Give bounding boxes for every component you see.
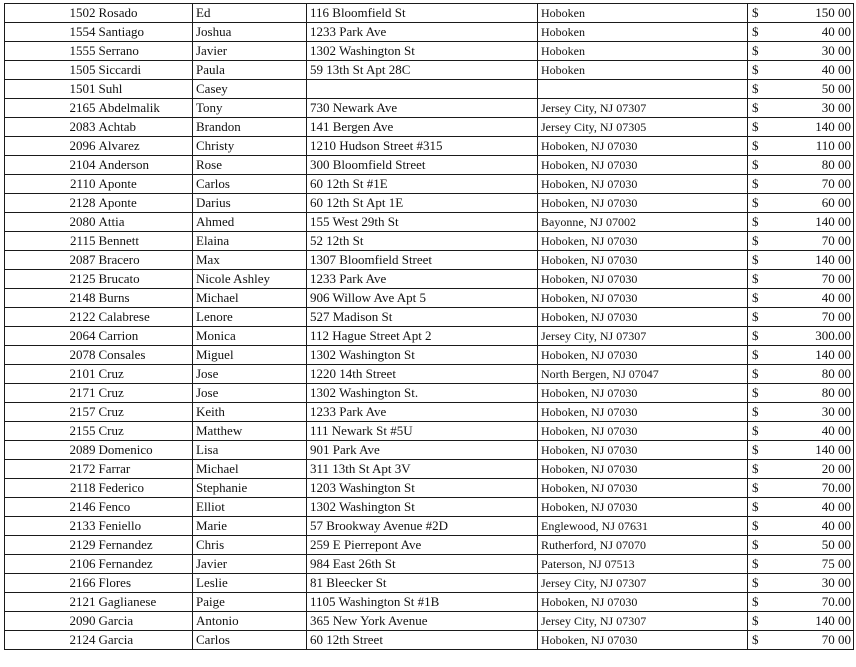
record-id-cell: 2101 bbox=[5, 365, 97, 384]
last-name-cell: Feniello bbox=[97, 517, 193, 536]
first-name-cell: Javier bbox=[193, 42, 307, 61]
table-row bbox=[5, 593, 854, 612]
currency-cell: $ bbox=[748, 422, 778, 441]
table-row bbox=[5, 289, 854, 308]
record-id-cell: 2157 bbox=[5, 403, 97, 422]
currency-cell: $ bbox=[748, 517, 778, 536]
table-row bbox=[5, 42, 854, 61]
amount-cell: 40 00 bbox=[778, 498, 854, 517]
first-name-cell: Brandon bbox=[193, 118, 307, 137]
amount-cell: 140 00 bbox=[778, 612, 854, 631]
first-name-cell: Monica bbox=[193, 327, 307, 346]
currency-cell: $ bbox=[748, 460, 778, 479]
currency-cell: $ bbox=[748, 42, 778, 61]
record-id-cell: 2146 bbox=[5, 498, 97, 517]
last-name-cell: Carrion bbox=[97, 327, 193, 346]
last-name-cell: Abdelmalik bbox=[97, 99, 193, 118]
table-row bbox=[5, 99, 854, 118]
amount-cell: 80 00 bbox=[778, 156, 854, 175]
first-name-cell: Elaina bbox=[193, 232, 307, 251]
table-row bbox=[5, 365, 854, 384]
record-id-cell: 2089 bbox=[5, 441, 97, 460]
city-cell: Hoboken, NJ 07030 bbox=[538, 441, 748, 460]
currency-cell: $ bbox=[748, 631, 778, 650]
first-name-cell: Ed bbox=[193, 4, 307, 23]
last-name-cell: Siccardi bbox=[97, 61, 193, 80]
first-name-cell: Miguel bbox=[193, 346, 307, 365]
table-row bbox=[5, 213, 854, 232]
record-id-cell: 2090 bbox=[5, 612, 97, 631]
amount-cell: 80 00 bbox=[778, 384, 854, 403]
last-name-cell: Consales bbox=[97, 346, 193, 365]
first-name-cell: Marie bbox=[193, 517, 307, 536]
first-name-cell: Jose bbox=[193, 365, 307, 384]
currency-cell: $ bbox=[748, 23, 778, 42]
address-cell: 259 E Pierrepont Ave bbox=[307, 536, 538, 555]
city-cell: Hoboken, NJ 07030 bbox=[538, 384, 748, 403]
currency-cell: $ bbox=[748, 574, 778, 593]
address-cell: 60 12th St Apt 1E bbox=[307, 194, 538, 213]
record-id-cell: 1502 bbox=[5, 4, 97, 23]
first-name-cell: Lisa bbox=[193, 441, 307, 460]
address-cell: 141 Bergen Ave bbox=[307, 118, 538, 137]
last-name-cell: Cruz bbox=[97, 365, 193, 384]
address-cell: 60 12th Street bbox=[307, 631, 538, 650]
amount-cell: 40 00 bbox=[778, 289, 854, 308]
city-cell: Hoboken, NJ 07030 bbox=[538, 460, 748, 479]
currency-cell: $ bbox=[748, 194, 778, 213]
currency-cell: $ bbox=[748, 289, 778, 308]
amount-cell: 30 00 bbox=[778, 574, 854, 593]
currency-cell: $ bbox=[748, 213, 778, 232]
amount-cell: 40 00 bbox=[778, 23, 854, 42]
last-name-cell: Alvarez bbox=[97, 137, 193, 156]
address-cell: 59 13th St Apt 28C bbox=[307, 61, 538, 80]
last-name-cell: Aponte bbox=[97, 175, 193, 194]
record-id-cell: 2148 bbox=[5, 289, 97, 308]
record-id-cell: 1501 bbox=[5, 80, 97, 99]
address-cell: 906 Willow Ave Apt 5 bbox=[307, 289, 538, 308]
city-cell: Jersey City, NJ 07307 bbox=[538, 99, 748, 118]
address-cell: 1307 Bloomfield Street bbox=[307, 251, 538, 270]
record-id-cell: 2118 bbox=[5, 479, 97, 498]
city-cell: Hoboken, NJ 07030 bbox=[538, 403, 748, 422]
currency-cell: $ bbox=[748, 4, 778, 23]
city-cell: Hoboken, NJ 07030 bbox=[538, 137, 748, 156]
currency-cell: $ bbox=[748, 479, 778, 498]
record-id-cell: 2121 bbox=[5, 593, 97, 612]
address-cell: 1302 Washington St bbox=[307, 42, 538, 61]
city-cell: Hoboken, NJ 07030 bbox=[538, 251, 748, 270]
record-id-cell: 2171 bbox=[5, 384, 97, 403]
record-id-cell: 2110 bbox=[5, 175, 97, 194]
table-row bbox=[5, 422, 854, 441]
address-cell: 1210 Hudson Street #315 bbox=[307, 137, 538, 156]
amount-cell: 140 00 bbox=[778, 118, 854, 137]
record-id-cell: 2080 bbox=[5, 213, 97, 232]
last-name-cell: Bennett bbox=[97, 232, 193, 251]
amount-cell: 140 00 bbox=[778, 441, 854, 460]
currency-cell: $ bbox=[748, 346, 778, 365]
address-cell: 1233 Park Ave bbox=[307, 403, 538, 422]
city-cell: Hoboken, NJ 07030 bbox=[538, 270, 748, 289]
last-name-cell: Federico bbox=[97, 479, 193, 498]
last-name-cell: Garcia bbox=[97, 631, 193, 650]
address-cell: 1302 Washington St bbox=[307, 498, 538, 517]
table-row bbox=[5, 61, 854, 80]
table-row bbox=[5, 403, 854, 422]
table-row bbox=[5, 232, 854, 251]
first-name-cell: Nicole Ashley bbox=[193, 270, 307, 289]
city-cell: Hoboken, NJ 07030 bbox=[538, 479, 748, 498]
record-id-cell: 2124 bbox=[5, 631, 97, 650]
address-cell: 311 13th St Apt 3V bbox=[307, 460, 538, 479]
currency-cell: $ bbox=[748, 61, 778, 80]
city-cell: Jersey City, NJ 07307 bbox=[538, 574, 748, 593]
last-name-cell: Domenico bbox=[97, 441, 193, 460]
table-row bbox=[5, 175, 854, 194]
address-cell: 111 Newark St #5U bbox=[307, 422, 538, 441]
currency-cell: $ bbox=[748, 251, 778, 270]
currency-cell: $ bbox=[748, 327, 778, 346]
record-id-cell: 2106 bbox=[5, 555, 97, 574]
first-name-cell: Matthew bbox=[193, 422, 307, 441]
table-row bbox=[5, 536, 854, 555]
last-name-cell: Calabrese bbox=[97, 308, 193, 327]
address-cell: 116 Bloomfield St bbox=[307, 4, 538, 23]
address-cell: 155 West 29th St bbox=[307, 213, 538, 232]
city-cell: Hoboken, NJ 07030 bbox=[538, 422, 748, 441]
first-name-cell: Darius bbox=[193, 194, 307, 213]
table-row bbox=[5, 479, 854, 498]
record-id-cell: 2115 bbox=[5, 232, 97, 251]
table-row bbox=[5, 118, 854, 137]
first-name-cell: Michael bbox=[193, 289, 307, 308]
record-id-cell: 1505 bbox=[5, 61, 97, 80]
city-cell: Hoboken, NJ 07030 bbox=[538, 289, 748, 308]
last-name-cell: Aponte bbox=[97, 194, 193, 213]
address-cell: 730 Newark Ave bbox=[307, 99, 538, 118]
amount-cell: 40 00 bbox=[778, 422, 854, 441]
last-name-cell: Serrano bbox=[97, 42, 193, 61]
amount-cell: 70 00 bbox=[778, 308, 854, 327]
record-id-cell: 2166 bbox=[5, 574, 97, 593]
last-name-cell: Brucato bbox=[97, 270, 193, 289]
table-row bbox=[5, 270, 854, 289]
amount-cell: 140 00 bbox=[778, 251, 854, 270]
first-name-cell: Paula bbox=[193, 61, 307, 80]
city-cell: Hoboken, NJ 07030 bbox=[538, 194, 748, 213]
city-cell: Jersey City, NJ 07307 bbox=[538, 327, 748, 346]
amount-cell: 300.00 bbox=[778, 327, 854, 346]
city-cell bbox=[538, 80, 748, 99]
currency-cell: $ bbox=[748, 99, 778, 118]
table-row bbox=[5, 156, 854, 175]
first-name-cell: Keith bbox=[193, 403, 307, 422]
currency-cell: $ bbox=[748, 137, 778, 156]
last-name-cell: Anderson bbox=[97, 156, 193, 175]
last-name-cell: Bracero bbox=[97, 251, 193, 270]
first-name-cell: Javier bbox=[193, 555, 307, 574]
record-id-cell: 2165 bbox=[5, 99, 97, 118]
record-id-cell: 2122 bbox=[5, 308, 97, 327]
currency-cell: $ bbox=[748, 536, 778, 555]
first-name-cell: Carlos bbox=[193, 631, 307, 650]
last-name-cell: Santiago bbox=[97, 23, 193, 42]
currency-cell: $ bbox=[748, 232, 778, 251]
address-cell: 112 Hague Street Apt 2 bbox=[307, 327, 538, 346]
currency-cell: $ bbox=[748, 270, 778, 289]
record-id-cell: 2087 bbox=[5, 251, 97, 270]
amount-cell: 70.00 bbox=[778, 479, 854, 498]
amount-cell: 40 00 bbox=[778, 517, 854, 536]
record-id-cell: 2125 bbox=[5, 270, 97, 289]
record-id-cell: 2172 bbox=[5, 460, 97, 479]
record-id-cell: 2083 bbox=[5, 118, 97, 137]
city-cell: Hoboken, NJ 07030 bbox=[538, 631, 748, 650]
last-name-cell: Flores bbox=[97, 574, 193, 593]
last-name-cell: Fenco bbox=[97, 498, 193, 517]
amount-cell: 70 00 bbox=[778, 631, 854, 650]
last-name-cell: Rosado bbox=[97, 4, 193, 23]
table-row bbox=[5, 137, 854, 156]
first-name-cell: Leslie bbox=[193, 574, 307, 593]
address-cell: 57 Brookway Avenue #2D bbox=[307, 517, 538, 536]
record-id-cell: 1555 bbox=[5, 42, 97, 61]
address-cell: 1203 Washington St bbox=[307, 479, 538, 498]
record-id-cell: 2096 bbox=[5, 137, 97, 156]
first-name-cell: Carlos bbox=[193, 175, 307, 194]
first-name-cell: Tony bbox=[193, 99, 307, 118]
currency-cell: $ bbox=[748, 498, 778, 517]
table-row bbox=[5, 251, 854, 270]
record-id-cell: 2133 bbox=[5, 517, 97, 536]
amount-cell: 60 00 bbox=[778, 194, 854, 213]
amount-cell: 50 00 bbox=[778, 80, 854, 99]
amount-cell: 30 00 bbox=[778, 99, 854, 118]
table-row bbox=[5, 574, 854, 593]
last-name-cell: Achtab bbox=[97, 118, 193, 137]
last-name-cell: Fernandez bbox=[97, 536, 193, 555]
amount-cell: 70 00 bbox=[778, 232, 854, 251]
currency-cell: $ bbox=[748, 403, 778, 422]
amount-cell: 30 00 bbox=[778, 403, 854, 422]
city-cell: Hoboken, NJ 07030 bbox=[538, 593, 748, 612]
record-id-cell: 2155 bbox=[5, 422, 97, 441]
table-row bbox=[5, 327, 854, 346]
currency-cell: $ bbox=[748, 365, 778, 384]
amount-cell: 70 00 bbox=[778, 270, 854, 289]
first-name-cell: Paige bbox=[193, 593, 307, 612]
address-cell: 81 Bleecker St bbox=[307, 574, 538, 593]
first-name-cell: Jose bbox=[193, 384, 307, 403]
record-id-cell: 2104 bbox=[5, 156, 97, 175]
first-name-cell: Antonio bbox=[193, 612, 307, 631]
last-name-cell: Garcia bbox=[97, 612, 193, 631]
last-name-cell: Suhl bbox=[97, 80, 193, 99]
record-id-cell: 1554 bbox=[5, 23, 97, 42]
city-cell: Hoboken, NJ 07030 bbox=[538, 156, 748, 175]
first-name-cell: Stephanie bbox=[193, 479, 307, 498]
city-cell: Hoboken bbox=[538, 4, 748, 23]
table-row bbox=[5, 498, 854, 517]
currency-cell: $ bbox=[748, 308, 778, 327]
city-cell: Hoboken, NJ 07030 bbox=[538, 346, 748, 365]
last-name-cell: Fernandez bbox=[97, 555, 193, 574]
table-row bbox=[5, 4, 854, 23]
amount-cell: 50 00 bbox=[778, 536, 854, 555]
first-name-cell: Max bbox=[193, 251, 307, 270]
amount-cell: 150 00 bbox=[778, 4, 854, 23]
first-name-cell: Lenore bbox=[193, 308, 307, 327]
address-cell: 365 New York Avenue bbox=[307, 612, 538, 631]
city-cell: Hoboken, NJ 07030 bbox=[538, 175, 748, 194]
first-name-cell: Casey bbox=[193, 80, 307, 99]
address-cell: 60 12th St #1E bbox=[307, 175, 538, 194]
table-row bbox=[5, 631, 854, 650]
record-id-cell: 2064 bbox=[5, 327, 97, 346]
last-name-cell: Cruz bbox=[97, 403, 193, 422]
amount-cell: 75 00 bbox=[778, 555, 854, 574]
city-cell: Hoboken, NJ 07030 bbox=[538, 308, 748, 327]
city-cell: Hoboken bbox=[538, 23, 748, 42]
address-cell: 1105 Washington St #1B bbox=[307, 593, 538, 612]
currency-cell: $ bbox=[748, 441, 778, 460]
last-name-cell: Farrar bbox=[97, 460, 193, 479]
table-row bbox=[5, 308, 854, 327]
last-name-cell: Cruz bbox=[97, 384, 193, 403]
city-cell: Hoboken bbox=[538, 42, 748, 61]
record-id-cell: 2078 bbox=[5, 346, 97, 365]
amount-cell: 20 00 bbox=[778, 460, 854, 479]
address-cell: 527 Madison St bbox=[307, 308, 538, 327]
address-cell: 1233 Park Ave bbox=[307, 270, 538, 289]
address-cell bbox=[307, 80, 538, 99]
currency-cell: $ bbox=[748, 80, 778, 99]
last-name-cell: Attia bbox=[97, 213, 193, 232]
city-cell: North Bergen, NJ 07047 bbox=[538, 365, 748, 384]
currency-cell: $ bbox=[748, 593, 778, 612]
record-id-cell: 2129 bbox=[5, 536, 97, 555]
city-cell: Jersey City, NJ 07307 bbox=[538, 612, 748, 631]
first-name-cell: Ahmed bbox=[193, 213, 307, 232]
city-cell: Englewood, NJ 07631 bbox=[538, 517, 748, 536]
city-cell: Paterson, NJ 07513 bbox=[538, 555, 748, 574]
donor-table bbox=[4, 3, 854, 650]
city-cell: Jersey City, NJ 07305 bbox=[538, 118, 748, 137]
amount-cell: 40 00 bbox=[778, 61, 854, 80]
address-cell: 300 Bloomfield Street bbox=[307, 156, 538, 175]
address-cell: 1302 Washington St. bbox=[307, 384, 538, 403]
first-name-cell: Joshua bbox=[193, 23, 307, 42]
last-name-cell: Gaglianese bbox=[97, 593, 193, 612]
last-name-cell: Cruz bbox=[97, 422, 193, 441]
currency-cell: $ bbox=[748, 156, 778, 175]
address-cell: 1233 Park Ave bbox=[307, 23, 538, 42]
currency-cell: $ bbox=[748, 175, 778, 194]
amount-cell: 70.00 bbox=[778, 593, 854, 612]
table-row bbox=[5, 384, 854, 403]
currency-cell: $ bbox=[748, 384, 778, 403]
table-row bbox=[5, 612, 854, 631]
first-name-cell: Michael bbox=[193, 460, 307, 479]
amount-cell: 80 00 bbox=[778, 365, 854, 384]
city-cell: Rutherford, NJ 07070 bbox=[538, 536, 748, 555]
currency-cell: $ bbox=[748, 118, 778, 137]
record-id-cell: 2128 bbox=[5, 194, 97, 213]
address-cell: 1220 14th Street bbox=[307, 365, 538, 384]
table-row bbox=[5, 346, 854, 365]
first-name-cell: Chris bbox=[193, 536, 307, 555]
city-cell: Bayonne, NJ 07002 bbox=[538, 213, 748, 232]
first-name-cell: Christy bbox=[193, 137, 307, 156]
currency-cell: $ bbox=[748, 555, 778, 574]
amount-cell: 110 00 bbox=[778, 137, 854, 156]
table-row bbox=[5, 517, 854, 536]
last-name-cell: Burns bbox=[97, 289, 193, 308]
address-cell: 1302 Washington St bbox=[307, 346, 538, 365]
amount-cell: 140 00 bbox=[778, 213, 854, 232]
city-cell: Hoboken, NJ 07030 bbox=[538, 498, 748, 517]
table-row bbox=[5, 23, 854, 42]
city-cell: Hoboken bbox=[538, 61, 748, 80]
first-name-cell: Elliot bbox=[193, 498, 307, 517]
table-row bbox=[5, 460, 854, 479]
amount-cell: 70 00 bbox=[778, 175, 854, 194]
currency-cell: $ bbox=[748, 612, 778, 631]
table-row bbox=[5, 555, 854, 574]
table-row bbox=[5, 194, 854, 213]
table-row bbox=[5, 441, 854, 460]
address-cell: 901 Park Ave bbox=[307, 441, 538, 460]
address-cell: 984 East 26th St bbox=[307, 555, 538, 574]
amount-cell: 140 00 bbox=[778, 346, 854, 365]
city-cell: Hoboken, NJ 07030 bbox=[538, 232, 748, 251]
address-cell: 52 12th St bbox=[307, 232, 538, 251]
table-row bbox=[5, 80, 854, 99]
table-body bbox=[5, 4, 854, 650]
first-name-cell: Rose bbox=[193, 156, 307, 175]
amount-cell: 30 00 bbox=[778, 42, 854, 61]
